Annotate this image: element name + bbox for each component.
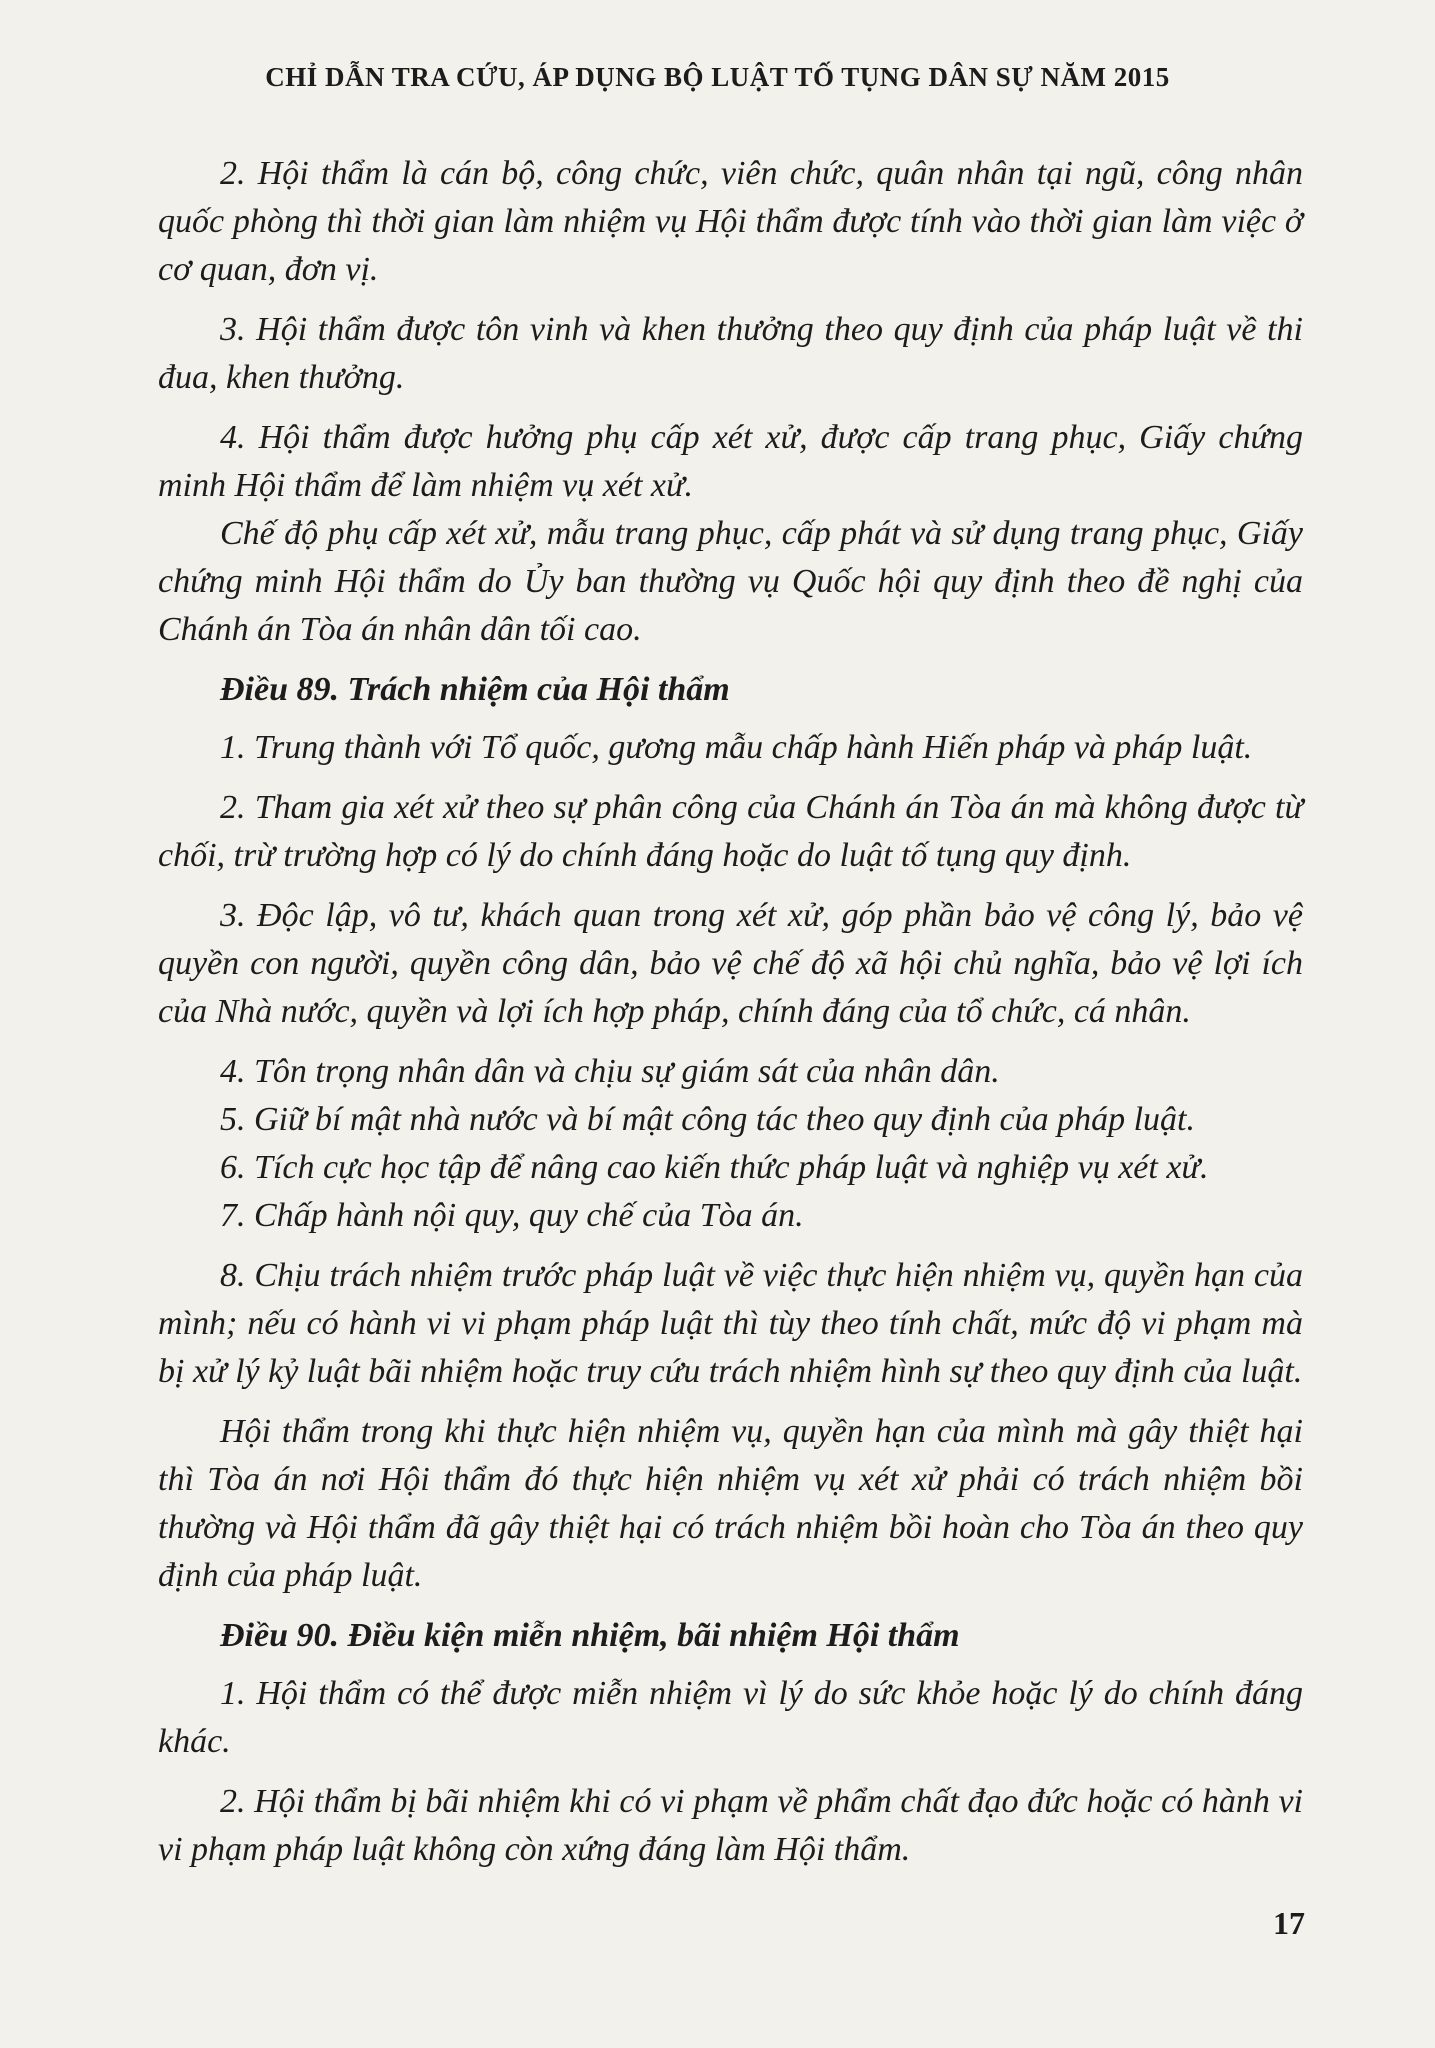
page-number: 17 bbox=[1273, 1905, 1305, 1941]
article-89-heading: Điều 89. Trách nhiệm của Hội thẩm bbox=[220, 671, 730, 708]
article-89-item: 6. Tích cực học tập để nâng cao kiến thức pháp luật và nghiệp vụ xét xử. bbox=[220, 1149, 1209, 1186]
page-body bbox=[158, 150, 1303, 1886]
article-89-item: 7. Chấp hành nội quy, quy chế của Tòa án. bbox=[220, 1197, 804, 1234]
paragraph: 4. Hội thẩm được hưởng phụ cấp xét xử, được cấp trang phục, Giấy chứng minh Hội thẩm để làm nhiệm vụ xét xử. bbox=[158, 419, 1303, 504]
article-89-item: 1. Trung thành với Tổ quốc, gương mẫu chấp hành Hiến pháp và pháp luật. bbox=[220, 729, 1253, 766]
paragraph: 2. Hội thẩm là cán bộ, công chức, viên chức, quân nhân tại ngũ, công nhân quốc phòng thì thời gian làm nhiệm vụ Hội thẩm được tính vào thời gian làm việc ở cơ quan, đơn vị. bbox=[158, 155, 1303, 288]
article-89-item: 4. Tôn trọng nhân dân và chịu sự giám sát của nhân dân. bbox=[220, 1053, 1000, 1090]
article-89-item: Hội thẩm trong khi thực hiện nhiệm vụ, quyền hạn của mình mà gây thiệt hại thì Tòa án nơi Hội thẩm đó thực hiện nhiệm vụ xét xử phải có trách nhiệm bồi thường và Hội thẩm đã gây thiệt hại có trách nhiệm bồi hoàn cho Tòa án theo quy định của pháp luật. bbox=[158, 1413, 1303, 1594]
paragraph: 3. Hội thẩm được tôn vinh và khen thưởng theo quy định của pháp luật về thi đua, khen thưởng. bbox=[158, 311, 1303, 396]
article-89-item: 5. Giữ bí mật nhà nước và bí mật công tác theo quy định của pháp luật. bbox=[220, 1101, 1195, 1138]
article-89-item: 2. Tham gia xét xử theo sự phân công của Chánh án Tòa án mà không được từ chối, trừ trường hợp có lý do chính đáng hoặc do luật tố tụng quy định. bbox=[158, 789, 1303, 874]
article-90-heading: Điều 90. Điều kiện miễn nhiệm, bãi nhiệm Hội thẩm bbox=[220, 1617, 960, 1654]
running-header: CHỈ DẪN TRA CỨU, ÁP DỤNG BỘ LUẬT TỐ TỤNG DÂN SỰ NĂM 2015 bbox=[265, 62, 1170, 92]
article-89-item: 8. Chịu trách nhiệm trước pháp luật về việc thực hiện nhiệm vụ, quyền hạn của mình; nếu có hành vi vi phạm pháp luật thì tùy theo tính chất, mức độ vi phạm mà bị xử lý kỷ luật bãi nhiệm hoặc truy cứu trách nhiệm hình sự theo quy định của luật. bbox=[158, 1257, 1303, 1390]
article-90-item: 2. Hội thẩm bị bãi nhiệm khi có vi phạm về phẩm chất đạo đức hoặc có hành vi vi phạm pháp luật không còn xứng đáng làm Hội thẩm. bbox=[158, 1783, 1303, 1868]
paragraph: Chế độ phụ cấp xét xử, mẫu trang phục, cấp phát và sử dụng trang phục, Giấy chứng minh Hội thẩm do Ủy ban thường vụ Quốc hội quy định theo đề nghị của Chánh án Tòa án nhân dân tối cao. bbox=[158, 515, 1303, 648]
article-90-item: 1. Hội thẩm có thể được miễn nhiệm vì lý do sức khỏe hoặc lý do chính đáng khác. bbox=[158, 1675, 1303, 1760]
article-89-item: 3. Độc lập, vô tư, khách quan trong xét xử, góp phần bảo vệ công lý, bảo vệ quyền con người, quyền công dân, bảo vệ chế độ xã hội chủ nghĩa, bảo vệ lợi ích của Nhà nước, quyền và lợi ích hợp pháp, chính đáng của tổ chức, cá nhân. bbox=[158, 897, 1303, 1030]
